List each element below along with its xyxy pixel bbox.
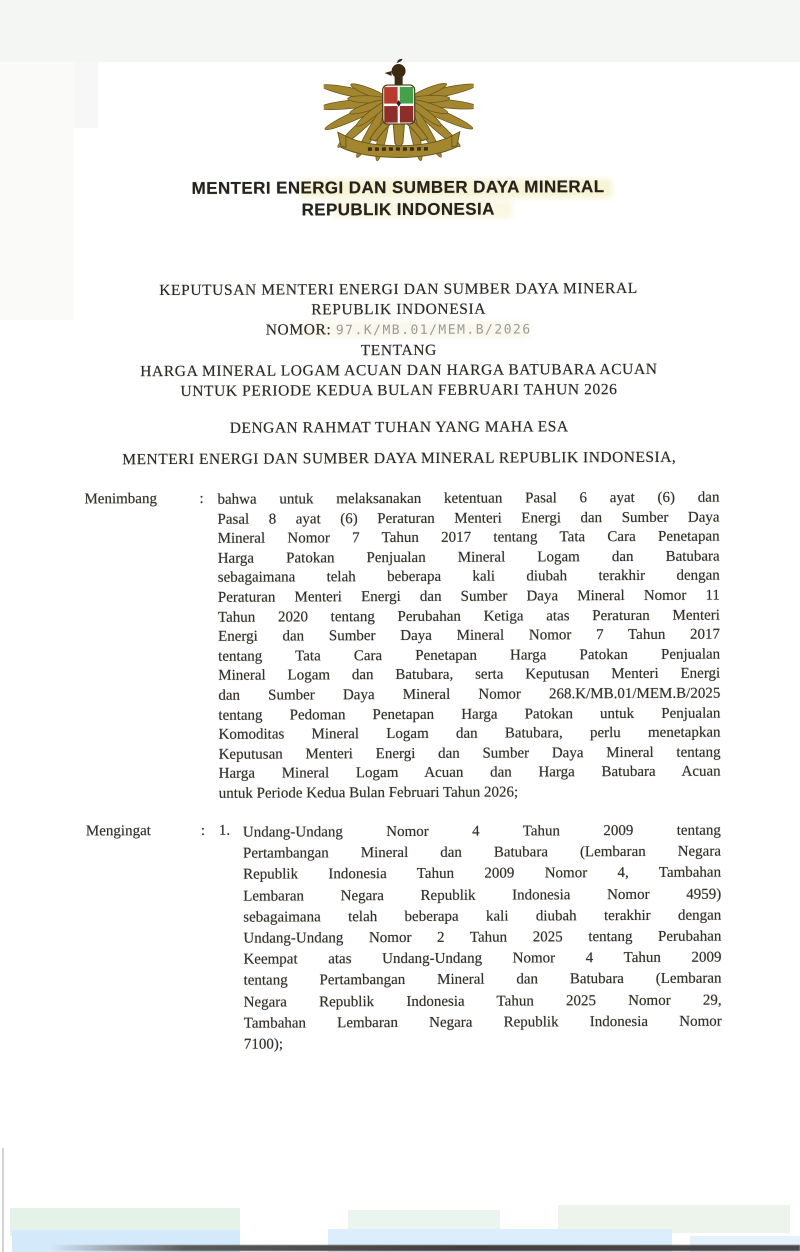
- decree-subject-line2: UNTUK PERIODE KEDUA BULAN FEBRUARI TAHUN 2026: [180, 381, 618, 400]
- garuda-pancasila-emblem: [323, 22, 474, 165]
- mengingat-separator: :: [200, 822, 206, 839]
- menimbang-paragraph: bahwa untuk melaksanakan ketentuan Pasal 6 ayat (6) dan Pasal 8 ayat (6) Peraturan Menteri Energi dan Sumber Daya Mineral Nomor 7 Tahun 2017 tentang Tata Cara Penetapan Harga Patokan Penjualan Mineral Logam dan Batubara sebagaimana telah beberapa kali diubah terakhir dengan Peraturan Menteri Energi dan Sumber Daya Mineral Nomor 11 Tahun 2020 tentang Perubahan Ketiga atas Peraturan Menteri Energi dan Sumber Daya Mineral Nomor 7 Tahun 2017 tentang Tata Cara Penetapan Harga Patokan Penjualan Mineral Logam dan Batubara, serta Keputusan Menteri Energi dan Sumber Daya Mineral Nomor 268.K/MB.01/MEM.B/2025 tentang Pedoman Penetapan Harga Patokan untuk Penjualan Komoditas Mineral Logam dan Batubara, perlu menetapkan Keputusan Menteri Energi dan Sumber Daya Mineral tentang Harga Mineral Logam Acuan dan Harga Batubara Acuan untuk Periode Kedua Bulan Februari Tahun 2026;: [217, 489, 721, 802]
- letterhead-line1: MENTERI ENERGI DAN SUMBER DAYA MINERAL: [191, 177, 605, 198]
- mengingat-label: Mengingat: [85, 823, 151, 840]
- menimbang-separator: :: [199, 490, 204, 507]
- decree-title-line1: KEPUTUSAN MENTERI ENERGI DAN SUMBER DAYA MINERAL: [159, 279, 638, 300]
- head: [385, 59, 406, 86]
- letterhead: [0, 175, 798, 222]
- decree-subject-line1: HARGA MINERAL LOGAM ACUAN DAN HARGA BATUBARA ACUAN: [140, 360, 658, 381]
- decree-title-block: [0, 278, 799, 402]
- letterhead-line2: REPUBLIK INDONESIA: [301, 199, 495, 220]
- authority-line: MENTERI ENERGI DAN SUMBER DAYA MINERAL REPUBLIK INDONESIA,: [122, 448, 677, 469]
- decree-tentang: TENTANG: [360, 341, 437, 360]
- mengingat-item-paragraph: Undang-Undang Nomor 4 Tahun 2009 tentang Pertambangan Mineral dan Batubara (Lembaran Negara Republik Indonesia Tahun 2009 Nomor 4, Tambahan Lembaran Negara Republik Indonesia Nomor 4959) sebagaimana telah beberapa kali diubah terakhir dengan Undang-Undang Nomor 2 Tahun 2025 tentang Perubahan Keempat atas Undang-Undang Nomor 4 Tahun 2009 tentang Pertambangan Mineral dan Batubara (Lembaran Negara Republik Indonesia Tahun 2025 Nomor 29, Tambahan Lembaran Negara Republik Indonesia Nomor 7100);: [242, 822, 722, 1053]
- mengingat-item-number: 1.: [218, 822, 231, 839]
- invocation-line: DENGAN RAHMAT TUHAN YANG MAHA ESA: [229, 418, 569, 437]
- decree-number-label: NOMOR:: [265, 321, 332, 339]
- pancasila-shield: [383, 85, 415, 124]
- decree-title-line2: REPUBLIK INDONESIA: [311, 300, 487, 319]
- decree-number-value: 97.K/MB.01/MEM.B/2026: [335, 322, 532, 339]
- menimbang-label: Menimbang: [84, 491, 157, 508]
